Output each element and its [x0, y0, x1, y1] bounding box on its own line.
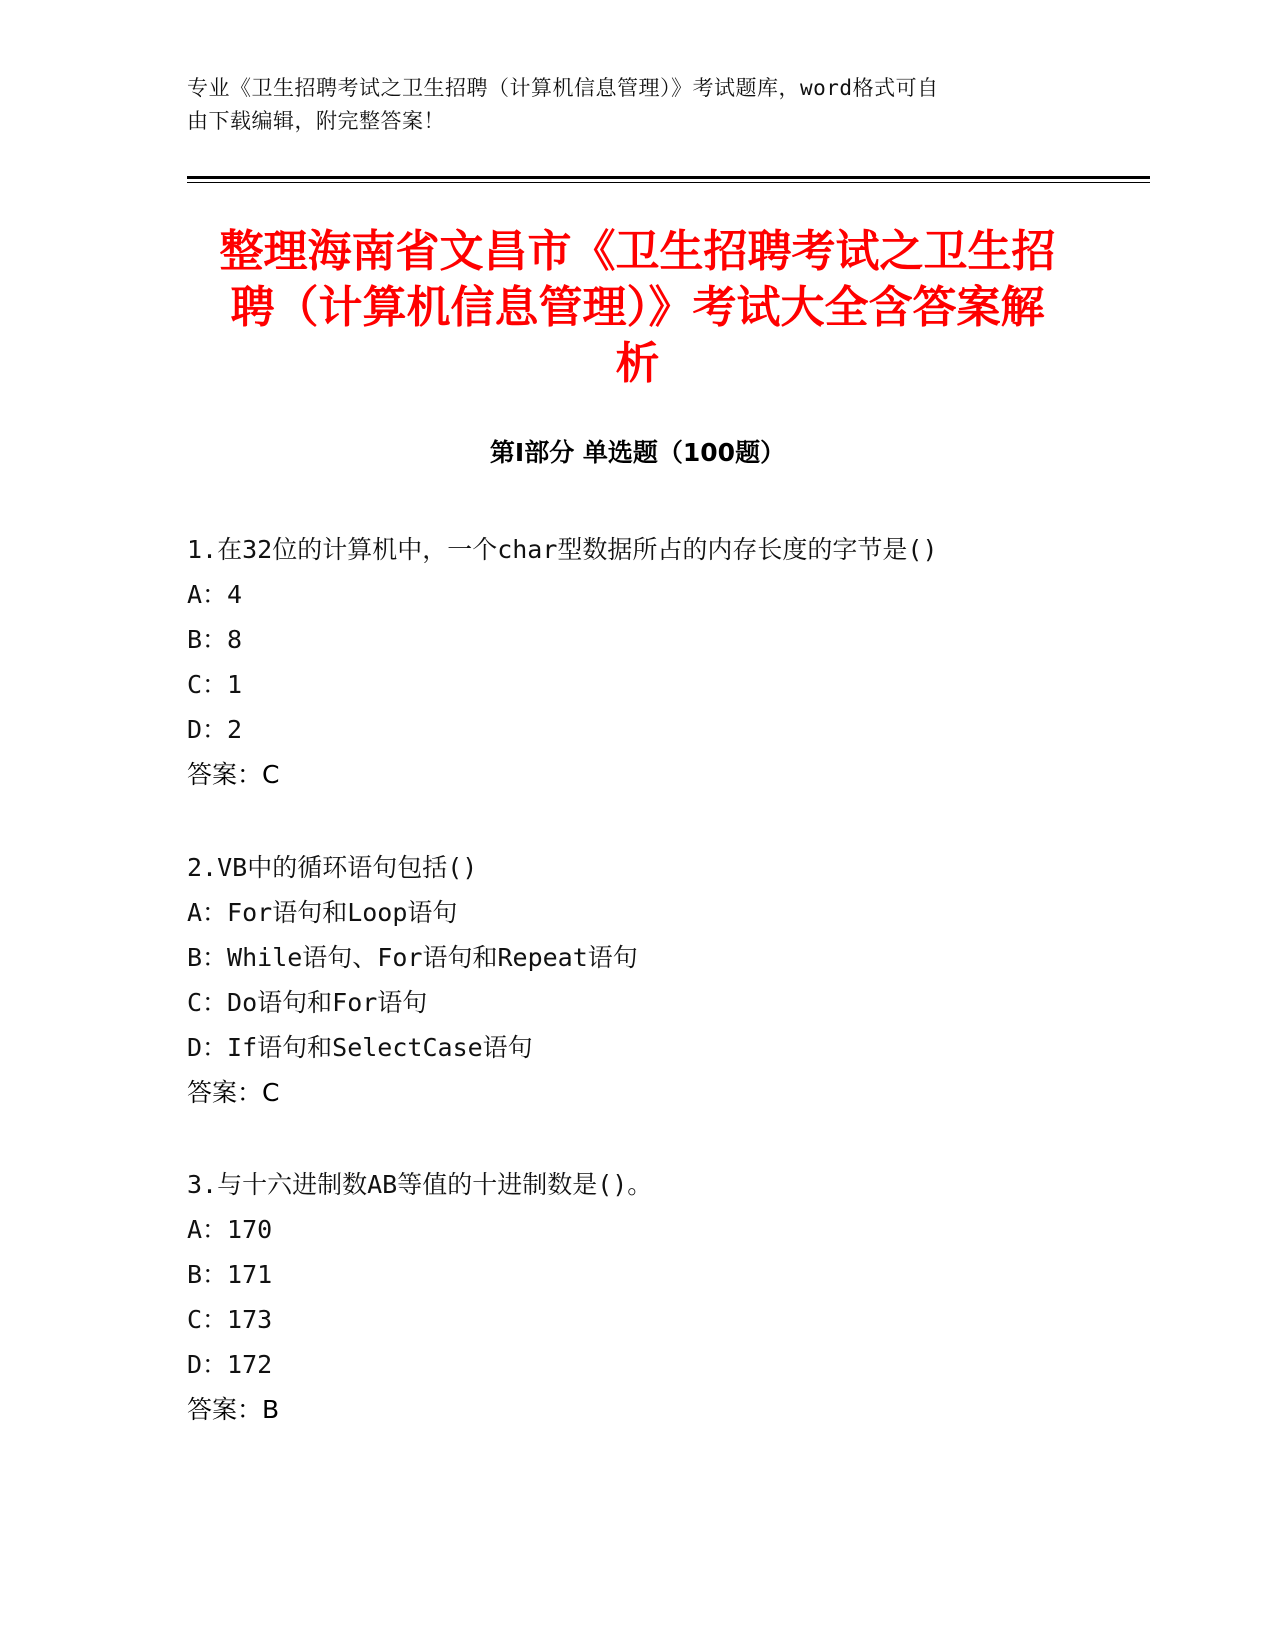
option-a: A：170: [187, 1215, 273, 1244]
option-a: A：For语句和Loop语句: [187, 898, 458, 927]
header-note: [187, 72, 1067, 138]
header-divider-thin: [187, 182, 1150, 183]
document-title-line-3: 析: [615, 338, 660, 389]
option-b: B：While语句、For语句和Repeat语句: [187, 943, 638, 972]
answer: 答案：C: [187, 1078, 280, 1107]
option-d: D：172: [187, 1350, 273, 1379]
option-d: D：2: [187, 715, 243, 744]
option-b: B：8: [187, 625, 243, 654]
document-title-line-1: 整理海南省文昌市《卫生招聘考试之卫生招: [219, 226, 1056, 277]
header-note-line-1: 专业《卫生招聘考试之卫生招聘（计算机信息管理）》考试题库，word格式可自: [187, 76, 939, 100]
document-title: [180, 224, 1095, 392]
question-1: [187, 527, 1087, 797]
option-b: B：171: [187, 1260, 273, 1289]
header-note-line-2: 由下载编辑，附完整答案！: [187, 109, 445, 133]
header-divider-thick: [187, 176, 1150, 179]
answer: 答案：B: [187, 1395, 280, 1424]
question-stem: 1.在32位的计算机中，一个char型数据所占的内存长度的字节是(): [187, 535, 938, 564]
question-stem: 2.VB中的循环语句包括(): [187, 853, 478, 882]
document-title-line-2: 聘（计算机信息管理）》考试大全含答案解: [230, 282, 1045, 333]
option-d: D：If语句和SelectCase语句: [187, 1033, 533, 1062]
answer: 答案：C: [187, 760, 280, 789]
option-c: C：1: [187, 670, 243, 699]
question-stem: 3.与十六进制数AB等值的十进制数是()。: [187, 1170, 653, 1199]
section-heading: 第Ⅰ部分 单选题（100题）: [489, 438, 786, 467]
option-c: C：Do语句和For语句: [187, 988, 428, 1017]
question-2: [187, 845, 1087, 1115]
option-a: A：4: [187, 580, 243, 609]
option-c: C：173: [187, 1305, 273, 1334]
question-3: [187, 1162, 1087, 1432]
